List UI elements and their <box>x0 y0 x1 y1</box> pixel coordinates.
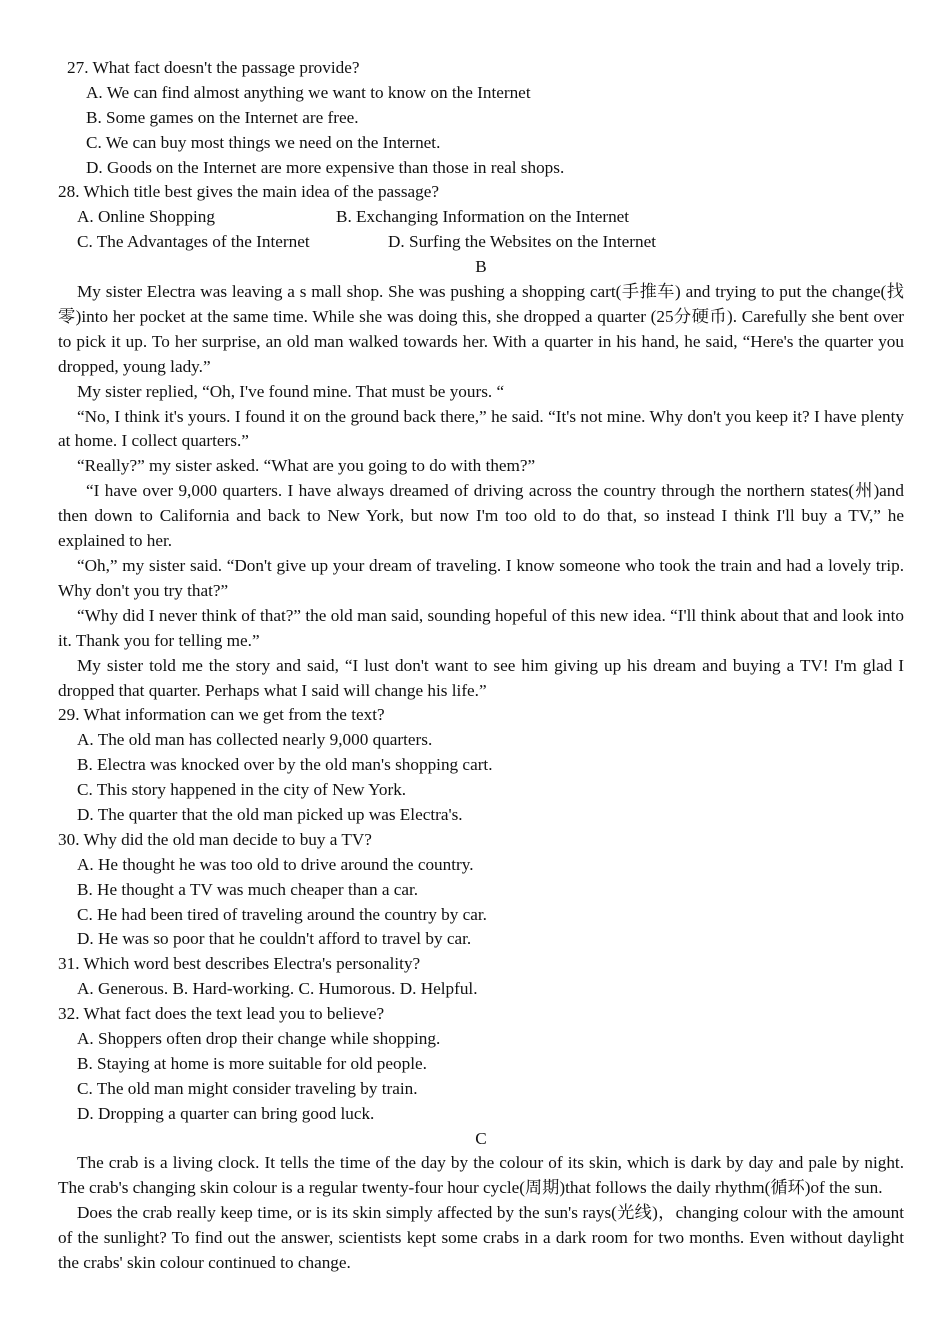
q31-options: A. Generous. B. Hard-working. C. Humorous. D. Helpful. <box>77 979 478 999</box>
q27-option-c: C. We can buy most things we need on the Internet. <box>86 132 441 152</box>
q32-option-b: B. Staying at home is more suitable for old people. <box>77 1053 427 1073</box>
q27-option-d: D. Goods on the Internet are more expensive than those in real shops. <box>86 157 565 177</box>
q29-option-a: A. The old man has collected nearly 9,000 quarters. <box>77 730 433 750</box>
q28-options-row-2 <box>58 230 904 255</box>
section-b-paragraph-4: “Really?” my sister asked. “What are you going to do with them?” <box>77 456 536 476</box>
question-32-stem: 32. What fact does the text lead you to believe? <box>58 1004 385 1024</box>
section-b-heading: B <box>475 257 487 277</box>
section-c-heading: C <box>475 1128 487 1148</box>
section-b-paragraph-8: My sister told me the story and said, “I lust don't want to see him giving up his dream and buying a TV! I'm glad I dropped that quarter. Perhaps what I said will change his life.” <box>58 655 904 700</box>
q30-option-b: B. He thought a TV was much cheaper than a car. <box>77 879 419 899</box>
q30-option-d: D. He was so poor that he couldn't afford to travel by car. <box>77 929 472 949</box>
q32-option-c: C. The old man might consider traveling by train. <box>77 1078 418 1098</box>
q28-option-b: B. Exchanging Information on the Internet <box>336 207 630 227</box>
question-28-stem: 28. Which title best gives the main idea of the passage? <box>58 182 440 202</box>
q28-options-row-1 <box>58 205 904 230</box>
section-c-paragraph-2: Does the crab really keep time, or is its skin simply affected by the sun's rays(光线)，changing colour with the amount of the sunlight? To find out the answer, scientists kept some crabs in a dark room for two months. Even without daylight the crabs' skin colour continued to change. <box>58 1203 904 1273</box>
q30-option-a: A. He thought he was too old to drive around the country. <box>77 854 474 874</box>
q30-option-c: C. He had been tired of traveling around the country by car. <box>77 904 487 924</box>
q28-option-d: D. Surfing the Websites on the Internet <box>388 232 656 252</box>
q28-option-a: A. Online Shopping <box>77 207 215 227</box>
section-b-paragraph-2: My sister replied, “Oh, I've found mine. That must be yours. “ <box>77 381 505 401</box>
question-27-stem: 27. What fact doesn't the passage provide? <box>67 58 360 77</box>
q32-option-a: A. Shoppers often drop their change while shopping. <box>77 1029 441 1048</box>
section-c-paragraph-1: The crab is a living clock. It tells the time of the day by the colour of its skin, which is dark by day and pale by night. The crab's changing skin colour is a regular twenty-four hour cycle(周期)that follows the daily rhythm(循环)of the sun. <box>58 1153 904 1198</box>
q32-option-d: D. Dropping a quarter can bring good luck. <box>77 1103 375 1123</box>
q28-option-c: C. The Advantages of the Internet <box>77 232 310 252</box>
q27-option-a: A. We can find almost anything we want to know on the Internet <box>86 82 531 102</box>
section-b-paragraph-7: “Why did I never think of that?” the old man said, sounding hopeful of this new idea. “I'll think about that and look into it. Thank you for telling me.” <box>58 605 904 650</box>
section-b-paragraph-5: “I have over 9,000 quarters. I have always dreamed of driving across the country through the northern states(州)and then down to California and back to New York, but now I'm too old to do that, so instead I think I'll buy a TV,” he explained to her. <box>58 481 904 551</box>
section-b-paragraph-3: “No, I think it's yours. I found it on the ground back there,” he said. “It's not mine. Why don't you keep it? I have plenty at home. I collect quarters.” <box>58 406 904 451</box>
question-29-stem: 29. What information can we get from the text? <box>58 705 385 725</box>
question-31-stem: 31. Which word best describes Electra's personality? <box>58 954 421 974</box>
document-page <box>58 56 904 1276</box>
q29-option-d: D. The quarter that the old man picked up was Electra's. <box>77 804 463 824</box>
question-30-stem: 30. Why did the old man decide to buy a TV? <box>58 829 372 849</box>
q29-option-b: B. Electra was knocked over by the old man's shopping cart. <box>77 755 493 775</box>
section-b-paragraph-1: My sister Electra was leaving a s mall shop. She was pushing a shopping cart(手推车) and trying to put the change(找零)into her pocket at the same time. While she was doing this, she dropped a quarter (25分硬币). Carefully she bent over to pick it up. To her surprise, an old man walked towards her. With a quarter in his hand, he said, “Here's the quarter you dropped, young lady.” <box>58 282 904 376</box>
q27-option-b: B. Some games on the Internet are free. <box>86 107 359 127</box>
section-b-paragraph-6: “Oh,” my sister said. “Don't give up your dream of traveling. I know someone who took the train and had a lovely trip. Why don't you try that?” <box>58 555 904 600</box>
q29-option-c: C. This story happened in the city of New York. <box>77 780 407 800</box>
